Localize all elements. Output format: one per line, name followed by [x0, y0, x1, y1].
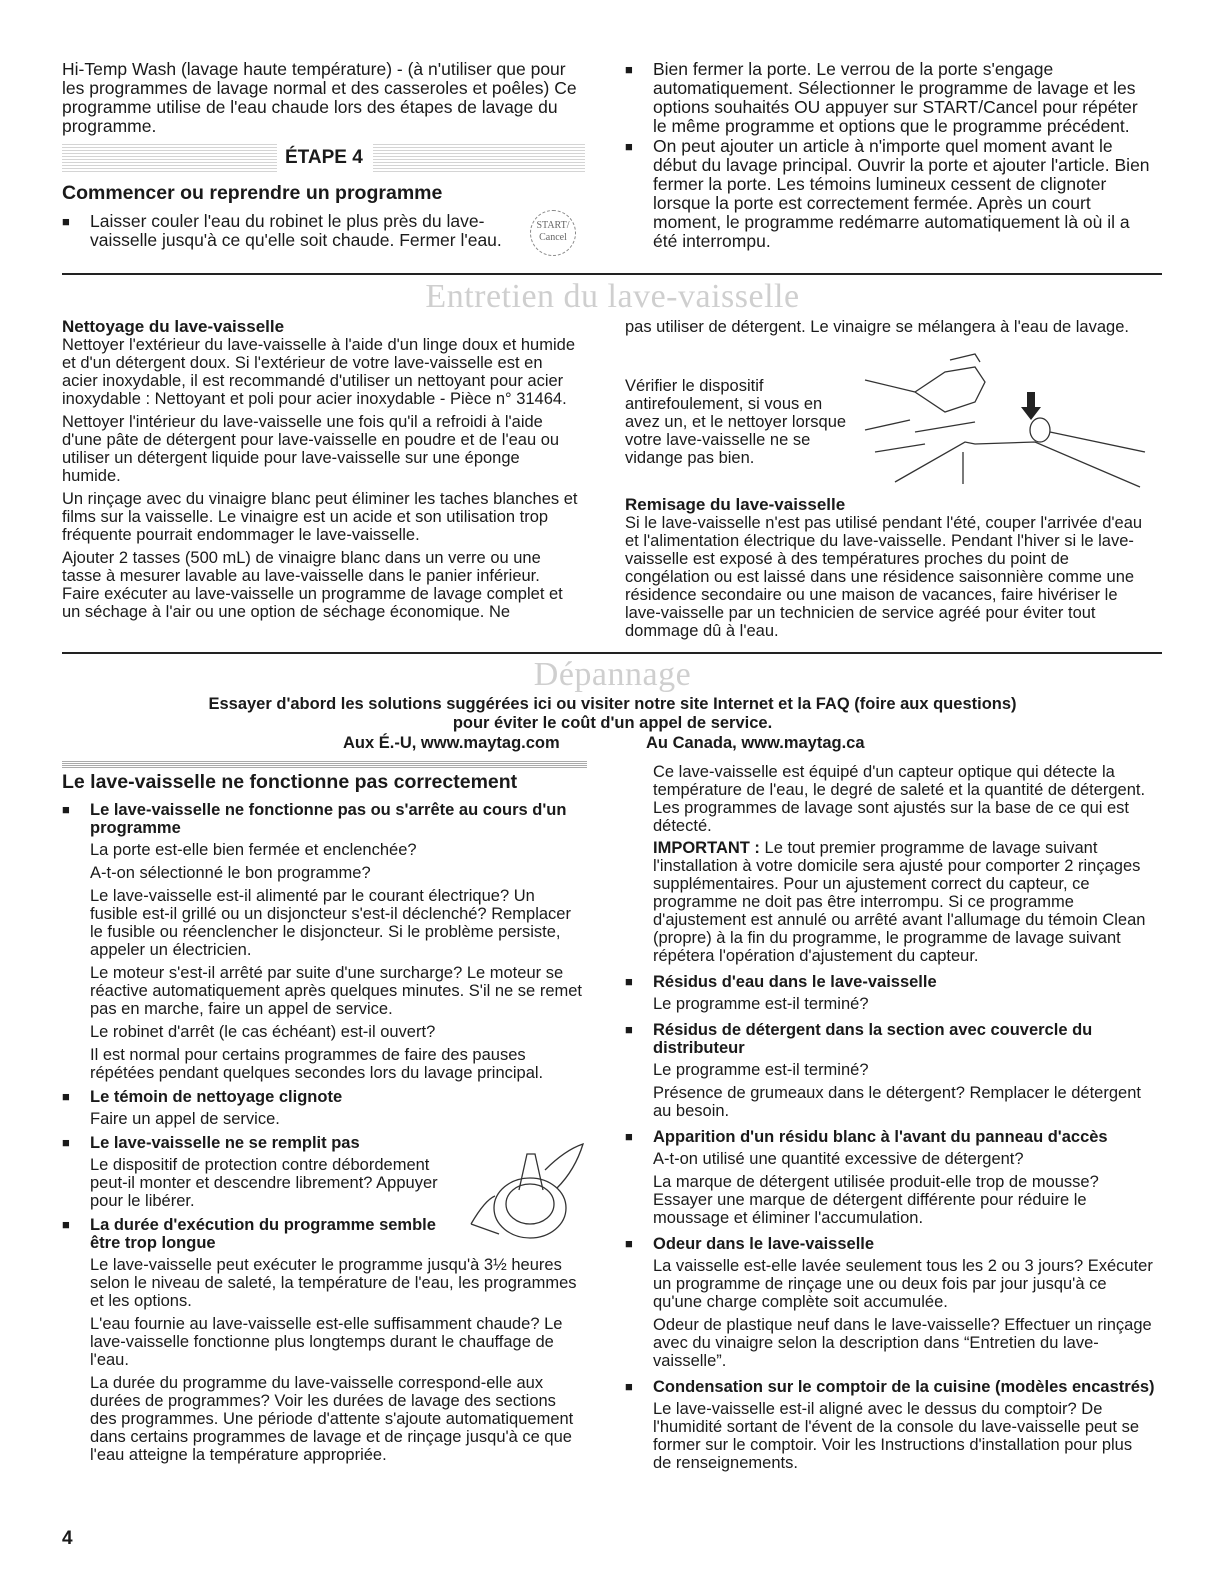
q8-answer-1: La vaisselle est-elle lavée seulement tous les 2 ou 3 jours? Exécuter un programme de rinçage une ou deux fois par jour jusqu'à ce qu'une charge complète soit accumulée.: [653, 1257, 1153, 1311]
q6-answer-1: Le programme est-il terminé?: [653, 1061, 869, 1079]
q5-label: ■ Résidus d'eau dans le lave-vaisselle: [625, 973, 1155, 991]
storage-block: [625, 496, 1155, 640]
step-band-left: [62, 142, 277, 172]
heading-hatch-bar: [62, 760, 587, 768]
q1-answer-3: Le lave-vaisselle est-il alimenté par le courant électrique? Un fusible est-il grillé ou un disjoncteur s'est-il déclenché? Remplacer le fusible ou réenclencher le disjoncteur. Si le problème persiste, appeler un électricien.: [90, 887, 571, 959]
top-left-column: [62, 60, 582, 136]
q9-label: ■ Condensation sur le comptoir de la cuisine (modèles encastrés): [625, 1378, 1155, 1396]
trouble-left-column: [62, 801, 587, 1464]
top-right-column: [625, 60, 1155, 251]
trouble-intro-line1: Essayer d'abord les solutions suggérées ici ou visiter notre site Internet et la FAQ (foire aux questions): [208, 695, 1017, 713]
clean-p1: Nettoyer l'extérieur du lave-vaisselle à l'aide d'un linge doux et humide et d'un détergent doux. Si l'extérieur de votre lave-vaisselle est en acier inoxydable, il est recommandé d'utiliser un nettoyant pour acier inoxydable : Nettoyant et poli pour acier inoxydable - Pièce n° 31464.: [62, 336, 575, 408]
airgap-paragraph: Vérifier le dispositif antirefoulement, si vous en avez un, et le nettoyer lorsque votre lave-vaisselle ne se vidange pas bien.: [625, 377, 847, 467]
care-right-column: [625, 318, 1155, 336]
q4-answer-3: La durée du programme du lave-vaisselle correspond-elle aux durées de programmes? Voir les durées de lavage des sections des programmes. Une période d'attente s'ajoute automatiquement dans certains programmes de lavage et de rinçage jusqu'à ce que l'eau atteigne la température appropriée.: [90, 1374, 574, 1464]
clean-p4: Ajouter 2 tasses (500 mL) de vinaigre blanc dans un verre ou une tasse à mesurer lavable au lave-vaisselle dans le panier inférieur. Faire exécuter au lave-vaisselle un programme de lavage complet et un séchage à l'air ou une option de séchage économique. Ne: [62, 549, 563, 621]
storage-paragraph: Si le lave-vaisselle n'est pas utilisé pendant l'été, couper l'arrivée d'eau et l'alimentation électrique du lave-vaisselle. Pendant l'hiver si le lave-vaisselle est exposé à des températures proches du point de congélation ou est laissé dans une résidence saisonnière comme une résidence secondaire ou une maison de vacances, faire hivériser le lave-vaisselle par un technicien de service agréé pour éviter tout dommage dû à l'eau.: [625, 514, 1143, 640]
q3-label: ■ Le lave-vaisselle ne se remplit pas: [62, 1134, 587, 1152]
trouble-intro-line2: pour éviter le coût d'un appel de service.: [452, 714, 773, 732]
q1-answer-1: La porte est-elle bien fermée et enclenchée?: [90, 841, 417, 859]
trouble-right-column: [625, 763, 1155, 1472]
q1-answer-2: A-t-on sélectionné le bon programme?: [90, 864, 371, 882]
clean-heading: Nettoyage du lave-vaisselle: [62, 317, 285, 336]
important-label: IMPORTANT :: [653, 839, 760, 857]
add-item-bullet: ■ On peut ajouter un article à n'importe quel moment avant le début du lavage principal. Ouvrir la porte et ajouter l'article. Bien fermer la porte. Les témoins lumineux cessent de clignoter lorsque la porte est correctement fermée. Après un court moment, le programme redémarre automatiquement là où il a été interrompu.: [625, 137, 1155, 251]
important-paragraph: [625, 839, 1155, 965]
care-left-column: [62, 318, 582, 621]
door-bullet: ■ Bien fermer la porte. Le verrou de la porte s'engage automatiquement. Sélectionner le programme de lavage et les options souhaités OU appuyer sur START/Cancel pour répéter le même programme et options que le programme précédent.: [625, 60, 1155, 136]
badge-bottom-text: Cancel: [539, 232, 567, 243]
q5-answer-1: Le programme est-il terminé?: [653, 995, 869, 1013]
q3-answer-1: Le dispositif de protection contre débordement peut-il monter et descendre librement? Appuyer pour le libérer.: [90, 1156, 438, 1210]
air-gap-illustration: [855, 352, 1155, 492]
canada-website[interactable]: Au Canada, www.maytag.ca: [646, 734, 865, 752]
start-heading: Commencer ou reprendre un programme: [62, 182, 443, 204]
q4-answer-1: Le lave-vaisselle peut exécuter le programme jusqu'à 3½ heures selon le niveau de saleté, la température de l'eau, les programmes et les options.: [90, 1256, 577, 1310]
clean-p2: Nettoyer l'intérieur du lave-vaisselle une fois qu'il a refroidi à l'aide d'une pâte de détergent pour lave-vaisselle en poudre et de l'eau ou utiliser un détergent liquide pour lave-vaisselle sur une éponge humide.: [62, 413, 560, 485]
hitemp-paragraph: Hi-Temp Wash (lavage haute température) - (à n'utiliser que pour les programmes de lavage normal et des casseroles et poêles) Ce programme utilise de l'eau chaude lors des étapes de lavage du programme.: [62, 59, 577, 136]
step-label: ÉTAPE 4: [285, 147, 363, 168]
divider-1: [62, 273, 1162, 275]
q1-answer-6: Il est normal pour certains programmes de faire des pauses répétées pendant quelques secondes lors du lavage principal.: [90, 1046, 544, 1082]
start-bullet-1: [62, 212, 522, 250]
q8-label: ■ Odeur dans le lave-vaisselle: [625, 1235, 1155, 1253]
start-bullet-1-text: ■ Laisser couler l'eau du robinet le plus près du lave-vaisselle jusqu'à ce qu'elle soit chaude. Fermer l'eau.: [62, 212, 522, 250]
q6-answer-2: Présence de grumeaux dans le détergent? Remplacer le détergent au besoin.: [653, 1084, 1141, 1120]
important-text: Le tout premier programme de lavage suivant l'installation à votre domicile sera ajusté pour comporter 2 rinçages supplémentaires. Pour un ajustement correct du capteur, ce programme ne doit pas être interrompu. Si ce programme d'ajustement est annulé ou arrêté avant l'allumage du témoin Clean (propre) à la fin du programme, le programme de lavage suivant répétera l'opération d'ajustement du capteur.: [653, 839, 1146, 965]
q2-answer-1: Faire un appel de service.: [90, 1110, 280, 1128]
q7-answer-1: A-t-on utilisé une quantité excessive de détergent?: [653, 1150, 1024, 1168]
sensor-paragraph: Ce lave-vaisselle est équipé d'un capteur optique qui détecte la température de l'eau, le degré de saleté et la quantité de détergent. Les programmes de lavage sont ajustés sur la base de ce qui est détecté.: [653, 763, 1146, 835]
us-website[interactable]: Aux É.-U, www.maytag.com: [343, 734, 560, 752]
divider-2: [62, 652, 1162, 654]
q8-answer-2: Odeur de plastique neuf dans le lave-vaisselle? Effectuer un rinçage avec du vinaigre selon la description dans “Entretien du lave-vaisselle”.: [653, 1316, 1152, 1370]
q2-label: ■ Le témoin de nettoyage clignote: [62, 1088, 587, 1106]
airgap-text-block: [625, 377, 855, 467]
trouble-section-title: Dépannage: [533, 656, 692, 693]
q6-label: ■ Résidus de détergent dans la section avec couvercle du distributeur: [625, 1021, 1155, 1057]
q7-answer-2: La marque de détergent utilisée produit-elle trop de mousse? Essayer une marque de détergent différente pour réduire le moussage et éliminer l'accumulation.: [653, 1173, 1099, 1227]
q9-answer-1: Le lave-vaisselle est-il aligné avec le dessus du comptoir? De l'humidité sortant de l'évent de la console du lave-vaisselle peut se former sur le comptoir. Voir les Instructions d'installation pour plus de renseignements.: [653, 1400, 1140, 1472]
storage-heading: Remisage du lave-vaisselle: [625, 495, 846, 514]
trouble-heading: Le lave-vaisselle ne fonctionne pas correctement: [62, 771, 518, 793]
q1-answer-4: Le moteur s'est-il arrêté par suite d'une surcharge? Le moteur se réactive automatiquement après quelques minutes. S'il ne se remet pas en marche, faire un appel de service.: [90, 964, 582, 1018]
clean-p3: Un rinçage avec du vinaigre blanc peut éliminer les taches blanches et films sur la vaisselle. Le vinaigre est un acide et son utilisation trop fréquente pourrait endommager le lave-vaisselle.: [62, 490, 578, 544]
q1-label: ■ Le lave-vaisselle ne fonctionne pas ou s'arrête au cours d'un programme: [62, 801, 587, 837]
q4-label: ■ La durée d'exécution du programme semble être trop longue: [62, 1216, 460, 1252]
trouble-intro: [0, 695, 1225, 733]
q1-answer-5: Le robinet d'arrêt (le cas échéant) est-il ouvert?: [90, 1023, 436, 1041]
q4-answer-2: L'eau fournie au lave-vaisselle est-elle suffisamment chaude? Le lave-vaisselle fonctionne plus longtemps durant le chauffage de l'eau.: [90, 1315, 563, 1369]
step-band-right: [373, 142, 585, 172]
care-section-title: Entretien du lave-vaisselle: [425, 278, 800, 315]
q7-label: ■ Apparition d'un résidu blanc à l'avant du panneau d'accès: [625, 1128, 1155, 1146]
clean-p5: pas utiliser de détergent. Le vinaigre se mélangera à l'eau de lavage.: [625, 318, 1129, 336]
badge-top-text: START/: [536, 220, 570, 231]
overfill-protector-illustration: [465, 1140, 590, 1250]
start-cancel-badge: [530, 210, 576, 256]
page-number: 4: [62, 1528, 73, 1549]
